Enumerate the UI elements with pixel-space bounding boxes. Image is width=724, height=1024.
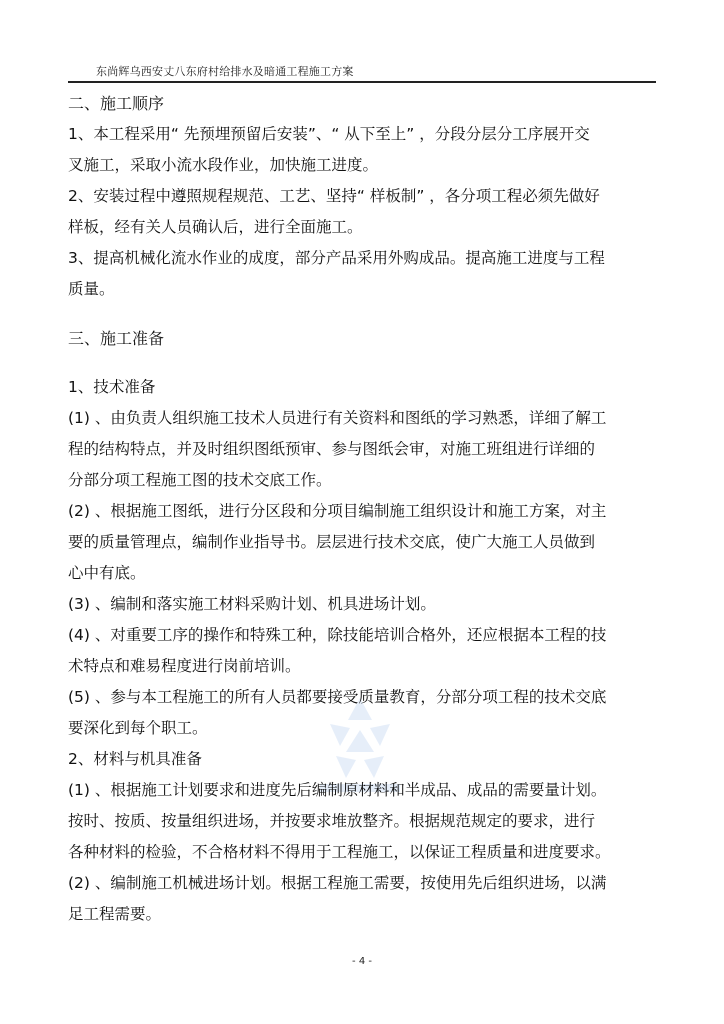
paragraph-line: (5) 、参与本工程施工的所有人员都要接受质量教育，分部分项工程的技术交底 bbox=[68, 688, 607, 706]
paragraph-line: 样板，经有关人员确认后，进行全面施工。 bbox=[68, 218, 363, 236]
paragraph-line: 按时、按质、按量组织进场，并按要求堆放整齐。根据规范规定的要求，进行 bbox=[68, 812, 596, 830]
paragraph-line: 各种材料的检验，不合格材料不得用于工程施工，以保证工程质量和进度要求。 bbox=[68, 843, 611, 861]
paragraph-line: 心中有底。 bbox=[68, 564, 146, 582]
document-body bbox=[68, 88, 658, 930]
paragraph-line: 3、提高机械化流水作业的成度，部分产品采用外购成品。提高施工进度与工程 bbox=[68, 249, 605, 267]
subsection-title-tech: 1、技术准备 bbox=[68, 378, 156, 396]
paragraph-line: (2) 、根据施工图纸，进行分区段和分项目编制施工组织设计和施工方案，对主 bbox=[68, 502, 607, 520]
document-header: 东尚辉乌西安丈八东府村给排水及暗通工程施工方案 bbox=[96, 65, 354, 78]
paragraph-line: 程的结构特点，并及时组织图纸预审、参与图纸会审，对施工班组进行详细的 bbox=[68, 440, 596, 458]
paragraph-line: 术特点和难易程度进行岗前培训。 bbox=[68, 657, 301, 675]
header-rule bbox=[68, 81, 656, 83]
paragraph-line: 叉施工，采取小流水段作业，加快施工进度。 bbox=[68, 156, 379, 174]
paragraph-line: (2) 、编制施工机械进场计划。根据工程施工需要，按使用先后组织进场，以满 bbox=[68, 874, 607, 892]
paragraph-line: (1) 、由负责人组织施工技术人员进行有关资料和图纸的学习熟悉，详细了解工 bbox=[68, 409, 607, 427]
paragraph-line: (4) 、对重要工序的操作和特殊工种，除技能培训合格外，还应根据本工程的技 bbox=[68, 626, 607, 644]
section-title-prep: 三、施工准备 bbox=[68, 329, 165, 348]
paragraph-line: 质量。 bbox=[68, 280, 115, 298]
subsection-title-material: 2、材料与机具准备 bbox=[68, 750, 202, 768]
paragraph-line: 足工程需要。 bbox=[68, 905, 162, 923]
paragraph-line: (1) 、根据施工计划要求和进度先后编制原材料和半成品、成品的需要量计划。 bbox=[68, 781, 607, 799]
paragraph-line: 要深化到每个职工。 bbox=[68, 719, 208, 737]
page-number: - 4 - bbox=[352, 956, 372, 967]
paragraph-line: (3) 、编制和落实施工材料采购计划、机具进场计划。 bbox=[68, 595, 436, 613]
paragraph-line: 1、本工程采用“ 先预埋预留后安装”、“ 从下至上” ，分段分层分工序展开交 bbox=[68, 125, 590, 143]
section-title-order: 二、施工顺序 bbox=[68, 94, 165, 113]
paragraph-line: 要的质量管理点，编制作业指导书。层层进行技术交底，使广大施工人员做到 bbox=[68, 533, 596, 551]
paragraph-line: 2、安装过程中遵照规程规范、工艺、坚持“ 样板制” ，各分项工程必须先做好 bbox=[68, 187, 600, 205]
paragraph-line: 分部分项工程施工图的技术交底工作。 bbox=[68, 471, 332, 489]
